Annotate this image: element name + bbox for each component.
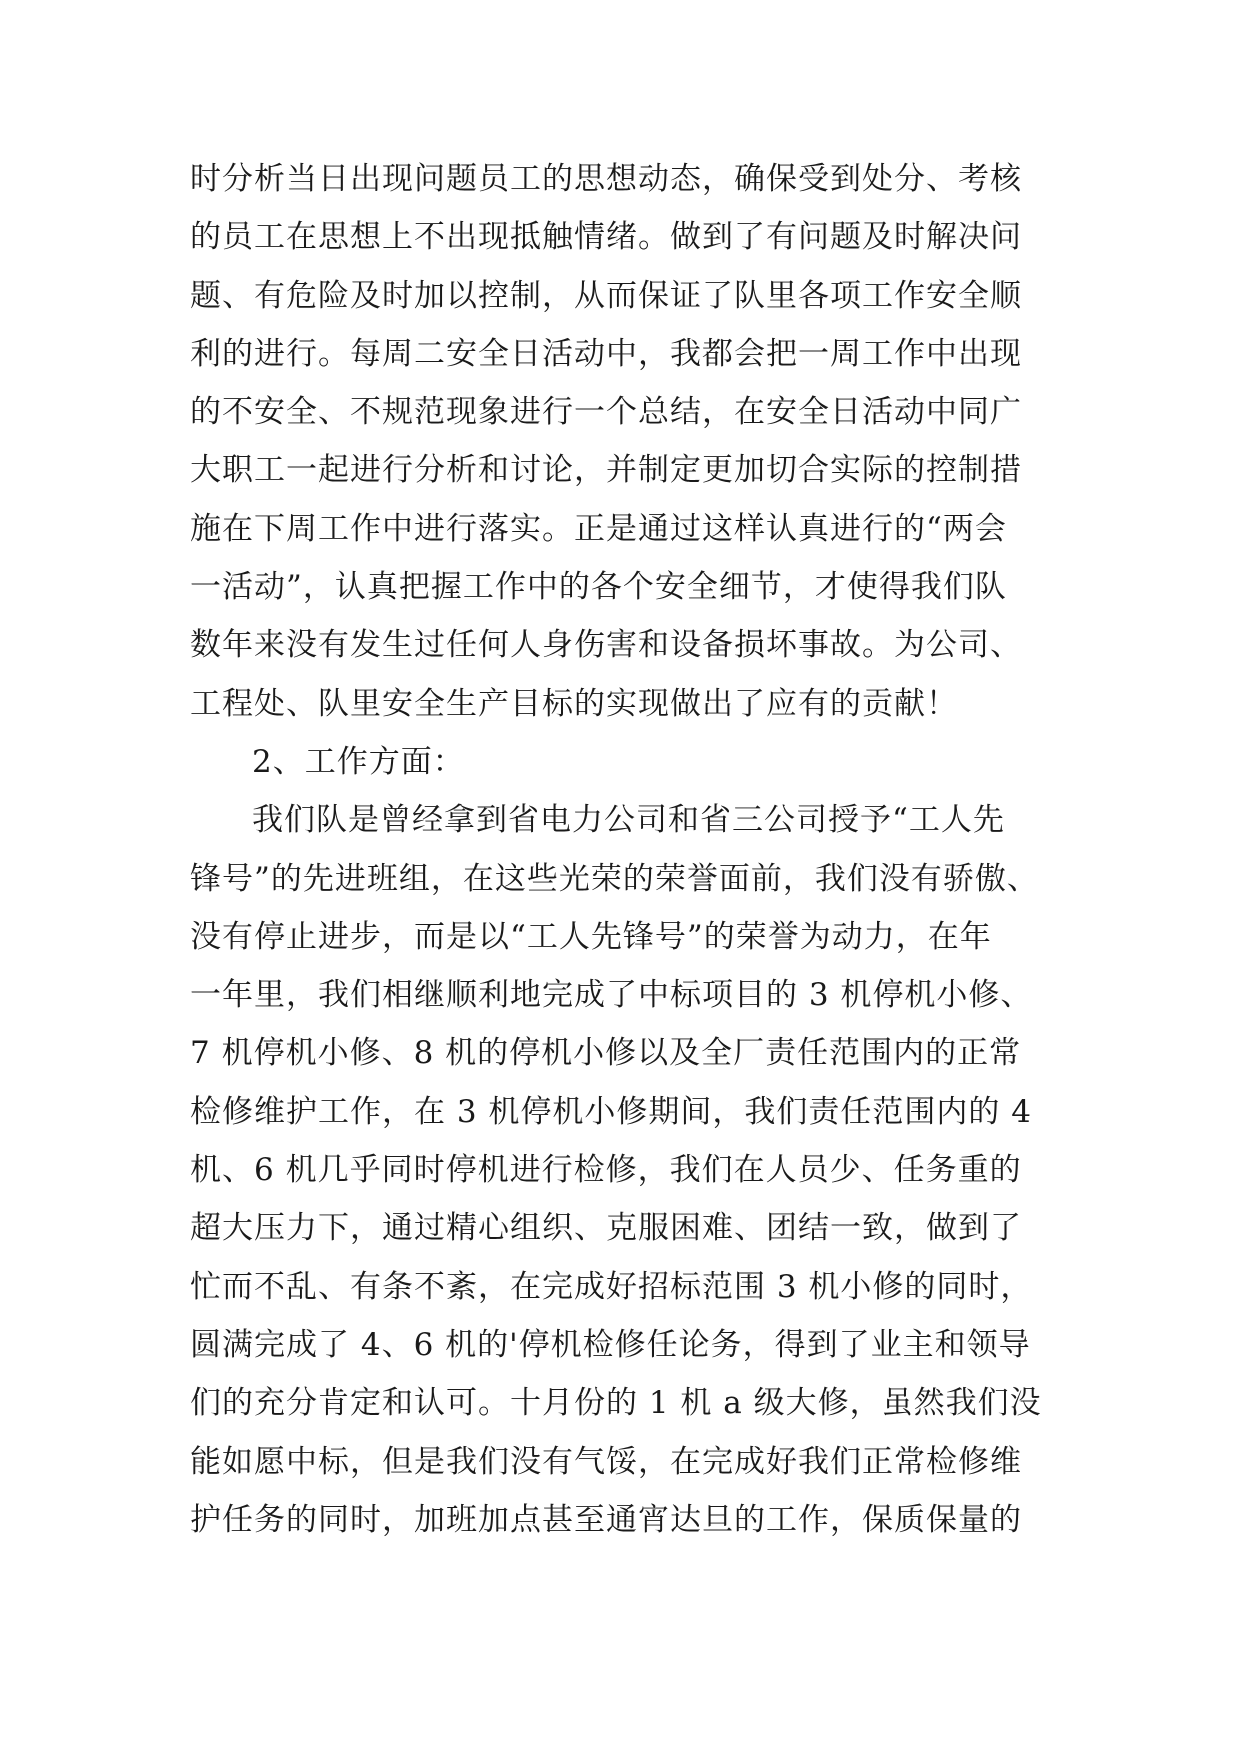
text-line: 的员工在思想上不出现抵触情绪。做到了有问题及时解决问	[190, 219, 1022, 256]
text-line: 7 机停机小修、8 机的停机小修以及全厂责任范围内的正常	[190, 1035, 1022, 1072]
text-line: 数年来没有发生过任何人身伤害和设备损坏事故。为公司、	[190, 627, 1022, 664]
text-line: 机、6 机几乎同时停机进行检修，我们在人员少、任务重的	[190, 1152, 1022, 1189]
text-line: 的不安全、不规范现象进行一个总结，在安全日活动中同广	[190, 394, 1022, 431]
text-line: 工程处、队里安全生产目标的实现做出了应有的贡献！	[190, 685, 958, 722]
text-line: 一活动”，认真把握工作中的各个安全细节，才使得我们队	[190, 569, 1007, 606]
text-line: 利的进行。每周二安全日活动中，我都会把一周工作中出现	[190, 335, 1022, 372]
text-line: 护任务的同时，加班加点甚至通宵达旦的工作，保质保量的	[190, 1501, 1022, 1538]
text-line: 一年里，我们相继顺利地完成了中标项目的 3 机停机小修、	[190, 977, 1033, 1014]
text-line: 能如愿中标，但是我们没有气馁，在完成好我们正常检修维	[190, 1443, 1022, 1480]
text-line: 们的充分肯定和认可。十月份的 1 机 a 级大修，虽然我们没	[190, 1385, 1042, 1422]
text-line: 没有停止进步，而是以“工人先锋号”的荣誉为动力，在年	[190, 918, 992, 955]
section-heading: 2、工作方面：	[252, 743, 465, 780]
text-line: 检修维护工作，在 3 机停机小修期间，我们责任范围内的 4	[190, 1093, 1033, 1130]
text-line: 题、有危险及时加以控制，从而保证了队里各项工作安全顺	[190, 277, 1022, 314]
text-line: 施在下周工作中进行落实。正是通过这样认真进行的“两会	[190, 510, 1007, 547]
paragraph-first-line: 我们队是曾经拿到省电力公司和省三公司授予“工人先	[252, 802, 1005, 839]
document-body	[190, 150, 1050, 1549]
text-line: 时分析当日出现问题员工的思想动态，确保受到处分、考核	[190, 161, 1022, 197]
text-line: 圆满完成了 4、6 机的'停机检修任论务，得到了业主和领导	[190, 1326, 1031, 1363]
text-line: 大职工一起进行分析和讨论，并制定更加切合实际的控制措	[190, 452, 1022, 489]
text-line: 超大压力下，通过精心组织、克服困难、团结一致，做到了	[190, 1210, 1022, 1247]
text-line: 忙而不乱、有条不紊，在完成好招标范围 3 机小修的同时，	[190, 1268, 1033, 1305]
text-line: 锋号”的先进班组，在这些光荣的荣誉面前，我们没有骄傲、	[190, 860, 1039, 897]
